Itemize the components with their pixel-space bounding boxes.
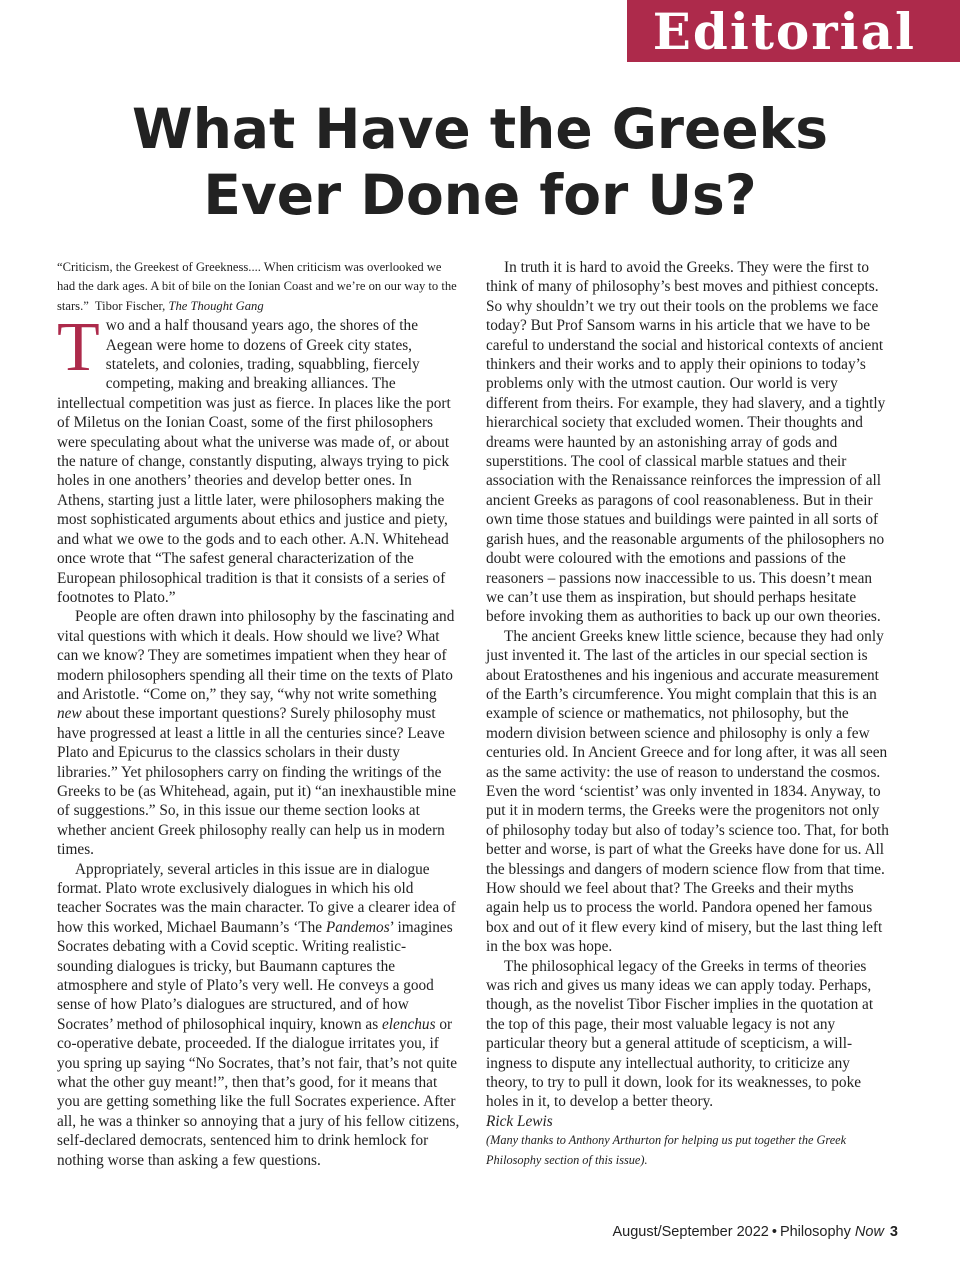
page-number: 3: [889, 1224, 898, 1240]
epigraph-author: Tibor Fischer,: [94, 298, 166, 313]
epigraph: [57, 258, 461, 316]
paragraph-4: In truth it is hard to avoid the Greeks. They were the first to think of many of philosophy’s best moves and pithiest concepts. So why shouldn’t we try out their tools on the problems we face today? But Prof Sansom warns in his article that we have to be careful to understand the social and historical contexts of ancient thinkers and their works and to apply their opinions to today’s problems only with the utmost caution. Our world is very different from theirs. For example, they had slavery, and a tightly hierarchical society that excluded women. Their thoughts and dreams were haunted by an astonishing array of gods and superstitions. The cool of classical marble statues and their association with the Renaissance reinforces the impression of all ancient Greeks as paragons of cool reasonableness. But in their own time those statues and buildings were painted in all sorts of garish hues, and the reasonable arguments of the philosophers no doubt were coloured with the emotions and passions of the reasoners – passions now inaccessible to us. This doesn’t mean we can’t use them as inspiration, but should perhaps hesitate before invoking them as authorities to back up our own theories.: [486, 259, 886, 626]
drop-cap: T: [57, 309, 100, 387]
section-label: Editorial: [627, 0, 960, 62]
paragraph-5: The ancient Greeks knew little science, because they had only just invented it. The last of the articles in our special section is about Eratosthenes and his ingenious and accurate measurement of the Earth’s circumference. You might complain that this is an example of science or mathematics, not philosophy, but the modern division between science and philosophy is only a few centuries old. In Ancient Greece and for long after, it was all seen as the same activity: the use of reason to understand the cosmos. Even the word ‘scientist’ was only invented in 1834. Anyway, to put it in modern terms, the Greeks were the progenitors not only of philosophy today but also of today’s science too. That, for both better and worse, is part of what the Greeks have done for us. All the blessings and dangers of modern science flow from that time. How should we feel about that? The Greeks and their myths again help us to process the world. Pandora opened her famous box and out of it flew every kind of misery, but the last thing left in the box was hope.: [486, 627, 889, 956]
left-column: [57, 258, 461, 1170]
paragraph-2-text-b: about these important questions? Surely philosophy must have progressed at least a little in all the centuries since? Leave Plato and Epicurus to the classics scholars in their dusty libraries.” Yet philosophers carry on finding the writings of the Greeks to be (as Whitehead, again, put it) “an inexhaustible mine of suggestions.” So, in this issue our theme section looks at whether ancient Greek philosophy really can help us in modern times.: [57, 705, 457, 859]
page-footer: [612, 1224, 898, 1240]
author-signature: Rick Lewis: [486, 1112, 553, 1130]
paragraph-1: [57, 309, 461, 607]
paragraph-2: [57, 607, 461, 859]
right-column: [486, 258, 890, 1170]
paragraph-2-text-a: People are often drawn into philosophy by the fascinating and vital questions with which it deals. How should we live? What can we know? They are sometimes impatient when they hear of modern philosophers spending all their time on the texts of Plato and Aristotle. “Come on,” they say, “why not write something: [57, 608, 455, 703]
epigraph-source: The Thought Gang: [168, 298, 264, 313]
paragraph-3-emphasis-1: Pandemos: [325, 918, 390, 936]
footer-bullet: •: [771, 1224, 777, 1240]
paragraph-3-text-a: Appropriately, several articles in this issue are in dialogue format. Plato wrote exclusively dialogues in which his old teacher Socrates was the main character. To give a clearer idea of how this worked, Michael Baumann’s ‘The: [57, 860, 456, 936]
magazine-name: Philosophy: [779, 1224, 851, 1240]
paragraph-6: The philosophical legacy of the Greeks in terms of theories was rich and gives us many ideas we can apply today. Perhaps, though, as the novelist Tibor Fischer implies in the quotation at the top of this page, their most valuable legacy is not any particular theory but a general attitude of scepticism, a willingness to dispute any intellectual authority, to criticize any theory, to try to pull it down, look for its weaknesses, to poke holes in it, to develop a better theory.: [486, 957, 874, 1111]
magazine-name-emphasis: Now: [854, 1224, 884, 1240]
issue-date: August/September 2022: [612, 1224, 769, 1240]
headline-line-2: Ever Done for Us?: [203, 163, 757, 227]
paragraph-1-text: wo and a half thousand years ago, the shores of the Aegean were home to dozens of Greek city states, statelets, and colonies, trading, squabbling, fiercely competing, making and breaking alliances. The intellectual competition was just as fierce. In places like the port of Miletus on the Ionian Coast, some of the first philosophers were speculating about what the universe was made of, or about the nature of change, constantly disputing, always trying to pick holes in one anothers’ theories and develop better ones. In Athens, starting just a little later, were philosophers making the most sophisticated arguments about ethics and justice and piety, and what we owe to the gods and to each other. A.N. Whitehead once wrote that “The safest general characterization of the European philosophical tradition is that it consists of a series of footnotes to Plato.”: [57, 317, 451, 606]
acknowledgement: (Many thanks to Anthony Arthurton for helping us put together the Greek Philosophy section of this issue).: [486, 1133, 847, 1167]
paragraph-3-text-c: or co-operative debate, proceeded. If the dialogue irritates you, if you spring up saying “No Socrates, that’s not fair, that’s not quite what the other guy meant!”, then that’s good, for it means that you are getting something like the full Socrates experience. After all, he was a thinker so annoying that a jury of his fellow citizens, self-declared democrats, sentenced him to drink hemlock for nothing worse than asking a few questions.: [57, 1015, 460, 1169]
headline: [0, 96, 960, 228]
epigraph-quote: “Criticism, the Greekest of Greekness.... When criticism was overlooked we had the dark ages. A bit of bile on the Ionian Coast and we’re on our way to the stars.”: [57, 260, 457, 313]
headline-line-1: What Have the Greeks: [132, 97, 828, 161]
paragraph-3: [57, 860, 461, 1171]
paragraph-3-emphasis-2: elenchus: [382, 1015, 436, 1033]
paragraph-2-emphasis: new: [57, 705, 82, 723]
paragraph-3-text-b: ’ imagines Socrates debating with a Covid sceptic. Writing realistic-sounding dialogues is tricky, but Baumann captures the atmosphere and style of Plato’s very well. He conveys a good sense of how Plato’s dialogues are structured, and of how Socrates’ method of philosophical inquiry, known as: [57, 918, 453, 1033]
